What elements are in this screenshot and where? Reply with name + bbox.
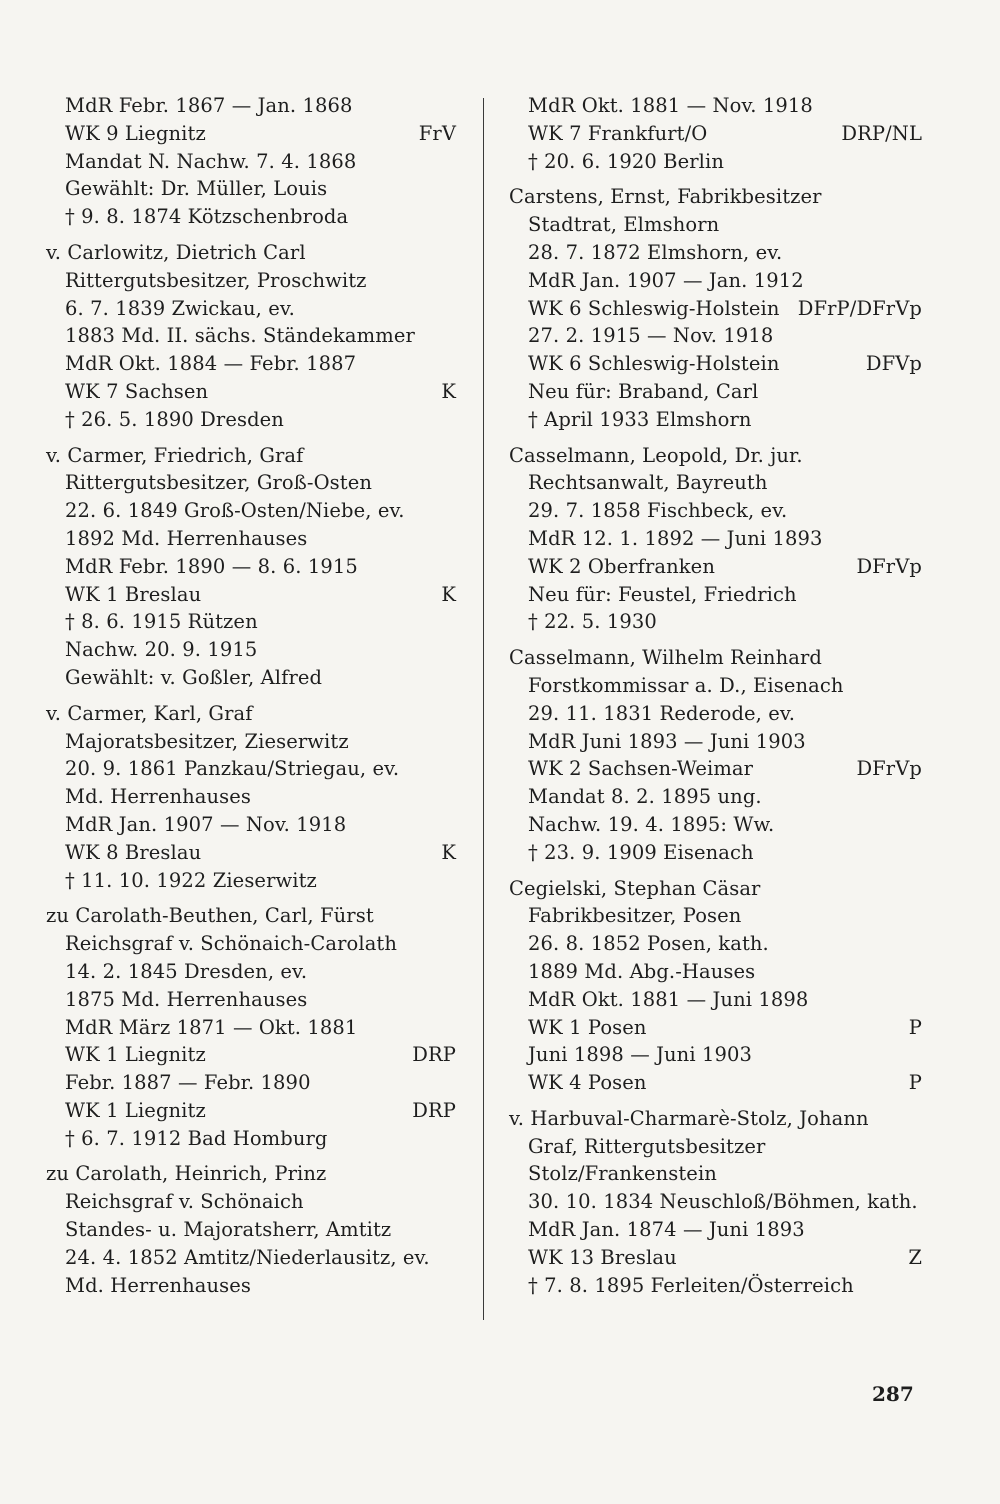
- entry-text: Fabrikbesitzer, Posen: [528, 904, 742, 928]
- entry-text: 26. 8. 1852 Posen, kath.: [528, 932, 769, 956]
- entry-line: [509, 553, 922, 581]
- entry-text: WK 1 Breslau: [65, 582, 202, 606]
- entry-line: [46, 755, 456, 783]
- entry-line: [509, 581, 922, 609]
- entry-line: [509, 148, 922, 176]
- entry-line: [46, 322, 456, 350]
- entry-line: [509, 1188, 922, 1216]
- entry-name: Cegielski, Stephan Cäsar: [509, 876, 761, 900]
- entry-line: [509, 378, 922, 406]
- right-column: [509, 92, 922, 1307]
- entry-text: 1883 Md. II. sächs. Ständekammer: [65, 324, 415, 348]
- entry-line: [46, 1041, 456, 1069]
- party-label: DFVp: [865, 352, 922, 376]
- entry-line: [509, 672, 922, 700]
- page-number: 287: [872, 1382, 914, 1406]
- entry-text: Gewählt: v. Goßler, Alfred: [65, 665, 323, 689]
- entry-text: Forstkommissar a. D., Eisenach: [528, 673, 844, 697]
- entry-text: MdR Jan. 1874 — Juni 1893: [528, 1218, 805, 1242]
- entry-line: [46, 295, 456, 323]
- party-label: DRP: [412, 1043, 456, 1067]
- party-label: P: [908, 1071, 922, 1095]
- entry-text: 28. 7. 1872 Elmshorn, ev.: [528, 240, 783, 264]
- entry-line: [46, 497, 456, 525]
- entry-text: WK 7 Sachsen: [65, 379, 209, 403]
- entry-text: Neu für: Braband, Carl: [528, 379, 759, 403]
- entry-text: Mandat 8. 2. 1895 ung.: [528, 785, 762, 809]
- entry-text: 1889 Md. Abg.-Hauses: [528, 959, 756, 983]
- entry-line: [509, 497, 922, 525]
- biography-entry: [509, 442, 922, 637]
- party-label: P: [908, 1015, 922, 1039]
- biography-entry: [509, 875, 922, 1097]
- entry-line: [509, 728, 922, 756]
- entry-line: [509, 1216, 922, 1244]
- entry-line: [46, 175, 456, 203]
- party-label: FrV: [418, 121, 456, 145]
- biography-entry: [46, 700, 456, 895]
- biography-entry: [46, 92, 456, 231]
- entry-text: † 23. 9. 1909 Eisenach: [528, 840, 754, 864]
- entry-text: † 7. 8. 1895 Ferleiten/Österreich: [528, 1273, 854, 1297]
- entry-line: [46, 1272, 456, 1300]
- biography-entry: [46, 442, 456, 692]
- entry-text: † 9. 8. 1874 Kötzschenbroda: [65, 205, 349, 229]
- entry-line: [46, 930, 456, 958]
- entry-name: v. Carmer, Karl, Graf: [46, 701, 253, 725]
- entry-line: [46, 636, 456, 664]
- entry-line: [46, 406, 456, 434]
- entry-name: Casselmann, Leopold, Dr. jur.: [509, 443, 803, 467]
- entry-text: WK 1 Liegnitz: [65, 1043, 206, 1067]
- biography-entry: [509, 183, 922, 433]
- entry-text: WK 2 Oberfranken: [528, 554, 715, 578]
- entry-text: WK 13 Breslau: [528, 1245, 677, 1269]
- entry-text: WK 8 Breslau: [65, 840, 202, 864]
- entry-line: [46, 267, 456, 295]
- entry-line: [46, 553, 456, 581]
- entry-line: [46, 92, 456, 120]
- entry-line: [46, 350, 456, 378]
- party-label: DRP/NL: [841, 121, 922, 145]
- entry-line: [509, 755, 922, 783]
- entry-line: [509, 211, 922, 239]
- entry-text: † 11. 10. 1922 Zieserwitz: [65, 868, 317, 892]
- entry-name: Casselmann, Wilhelm Reinhard: [509, 646, 822, 670]
- entry-text: † 20. 6. 1920 Berlin: [528, 149, 725, 173]
- entry-line: [509, 1272, 922, 1300]
- entry-text: WK 4 Posen: [528, 1071, 647, 1095]
- entry-line: [46, 581, 456, 609]
- entry-text: 1892 Md. Herrenhauses: [65, 526, 308, 550]
- party-label: K: [441, 840, 456, 864]
- entry-line: [509, 267, 922, 295]
- entry-line: [46, 728, 456, 756]
- entry-name: zu Carolath, Heinrich, Prinz: [46, 1162, 327, 1186]
- entry-text: WK 1 Liegnitz: [65, 1098, 206, 1122]
- entry-text: † 26. 5. 1890 Dresden: [65, 407, 284, 431]
- entry-text: † 8. 6. 1915 Rützen: [65, 610, 258, 634]
- entry-text: 1875 Md. Herrenhauses: [65, 987, 308, 1011]
- entry-line: [509, 120, 922, 148]
- entry-line: [46, 1069, 456, 1097]
- entry-line: [509, 525, 922, 553]
- entry-text: WK 6 Schleswig-Holstein: [528, 352, 780, 376]
- entry-line: [509, 295, 922, 323]
- entry-text: Rechtsanwalt, Bayreuth: [528, 471, 768, 495]
- left-column: [46, 92, 456, 1307]
- entry-text: Md. Herrenhauses: [65, 1273, 252, 1297]
- entry-text: Rittergutsbesitzer, Proschwitz: [65, 268, 367, 292]
- entry-text: MdR Okt. 1881 — Juni 1898: [528, 987, 809, 1011]
- entry-line: [46, 1188, 456, 1216]
- entry-name: v. Carmer, Friedrich, Graf: [46, 443, 304, 467]
- party-label: DFrP/DFrVp: [797, 296, 922, 320]
- entry-line: [509, 1133, 922, 1161]
- party-label: DRP: [412, 1098, 456, 1122]
- biography-entry: [509, 1105, 922, 1300]
- entry-line: [509, 700, 922, 728]
- entry-text: Rittergutsbesitzer, Groß-Osten: [65, 471, 373, 495]
- entry-text: MdR Okt. 1884 — Febr. 1887: [65, 352, 357, 376]
- entry-line: [46, 867, 456, 895]
- entry-name: v. Harbuval-Charmarè-Stolz, Johann: [509, 1106, 869, 1130]
- entry-text: MdR 12. 1. 1892 — Juni 1893: [528, 526, 823, 550]
- entry-text: † 6. 7. 1912 Bad Homburg: [65, 1126, 328, 1150]
- entry-text: MdR Jan. 1907 — Jan. 1912: [528, 268, 804, 292]
- entry-text: Reichsgraf v. Schönaich-Carolath: [65, 932, 398, 956]
- party-label: DFrVp: [856, 554, 922, 578]
- party-label: K: [441, 379, 456, 403]
- entry-line: [46, 1244, 456, 1272]
- entry-name: zu Carolath-Beuthen, Carl, Fürst: [46, 904, 374, 928]
- entry-text: 14. 2. 1845 Dresden, ev.: [65, 959, 308, 983]
- entry-line: [509, 469, 922, 497]
- entry-text: Juni 1898 — Juni 1903: [528, 1043, 752, 1067]
- entry-line: [509, 350, 922, 378]
- entry-line: [509, 92, 922, 120]
- entry-text: MdR Juni 1893 — Juni 1903: [528, 729, 806, 753]
- entry-text: Nachw. 19. 4. 1895: Ww.: [528, 812, 775, 836]
- entry-text: MdR Febr. 1890 — 8. 6. 1915: [65, 554, 358, 578]
- entry-text: Mandat N. Nachw. 7. 4. 1868: [65, 149, 357, 173]
- entry-line: [46, 986, 456, 1014]
- entry-text: WK 9 Liegnitz: [65, 121, 206, 145]
- entry-text: Graf, Rittergutsbesitzer: [528, 1134, 766, 1158]
- entry-line: [509, 1069, 922, 1097]
- party-label: Z: [908, 1245, 922, 1269]
- entry-text: Standes- u. Majoratsherr, Amtitz: [65, 1218, 392, 1242]
- entry-text: 29. 7. 1858 Fischbeck, ev.: [528, 499, 788, 523]
- entry-text: Stolz/Frankenstein: [528, 1162, 717, 1186]
- entry-text: Neu für: Feustel, Friedrich: [528, 582, 797, 606]
- entry-line: [46, 608, 456, 636]
- column-divider: [483, 98, 484, 1320]
- biography-entry: [509, 644, 922, 866]
- biography-entry: [46, 1160, 456, 1299]
- biography-entry: [46, 902, 456, 1152]
- party-label: K: [441, 582, 456, 606]
- biography-entry: [46, 239, 456, 434]
- entry-text: MdR Jan. 1907 — Nov. 1918: [65, 812, 347, 836]
- entry-line: [46, 958, 456, 986]
- entry-line: [46, 203, 456, 231]
- entry-line: [509, 930, 922, 958]
- entry-line: [46, 469, 456, 497]
- entry-text: WK 6 Schleswig-Holstein: [528, 296, 780, 320]
- entry-line: [46, 839, 456, 867]
- entry-text: 6. 7. 1839 Zwickau, ev.: [65, 296, 295, 320]
- entry-line: [509, 839, 922, 867]
- entry-line: [46, 783, 456, 811]
- entry-text: Febr. 1887 — Febr. 1890: [65, 1071, 311, 1095]
- entry-text: MdR Febr. 1867 — Jan. 1868: [65, 94, 353, 117]
- entry-line: [509, 783, 922, 811]
- entry-text: 30. 10. 1834 Neuschloß/Böhmen, kath.: [528, 1190, 918, 1214]
- entry-text: MdR Okt. 1881 — Nov. 1918: [528, 94, 813, 117]
- entry-text: 20. 9. 1861 Panzkau/Striegau, ev.: [65, 757, 400, 781]
- entry-text: Reichsgraf v. Schönaich: [65, 1190, 304, 1214]
- entry-text: WK 1 Posen: [528, 1015, 647, 1039]
- entry-line: [509, 1244, 922, 1272]
- entry-line: [509, 986, 922, 1014]
- entry-name: Carstens, Ernst, Fabrikbesitzer: [509, 185, 822, 209]
- entry-text: Md. Herrenhauses: [65, 785, 252, 809]
- biography-entry: [509, 92, 922, 175]
- entry-line: [509, 239, 922, 267]
- entry-line: [509, 902, 922, 930]
- entry-text: Gewählt: Dr. Müller, Louis: [65, 177, 328, 201]
- entry-text: WK 7 Frankfurt/O: [528, 121, 708, 145]
- entry-line: [509, 406, 922, 434]
- entry-text: 24. 4. 1852 Amtitz/Niederlausitz, ev.: [65, 1245, 430, 1269]
- entry-text: Nachw. 20. 9. 1915: [65, 638, 258, 662]
- entry-line: [509, 608, 922, 636]
- entry-line: [46, 148, 456, 176]
- entry-text: † 22. 5. 1930: [528, 610, 657, 634]
- entry-line: [46, 378, 456, 406]
- entry-line: [509, 958, 922, 986]
- entry-line: [46, 664, 456, 692]
- entry-line: [509, 1160, 922, 1188]
- entry-line: [46, 525, 456, 553]
- entry-line: [46, 811, 456, 839]
- entry-name: v. Carlowitz, Dietrich Carl: [46, 240, 306, 264]
- party-label: DFrVp: [856, 757, 922, 781]
- entry-text: † April 1933 Elmshorn: [528, 407, 752, 431]
- entry-text: MdR März 1871 — Okt. 1881: [65, 1015, 358, 1039]
- entry-text: Stadtrat, Elmshorn: [528, 213, 720, 237]
- entry-line: [509, 811, 922, 839]
- entry-text: 22. 6. 1849 Groß-Osten/Niebe, ev.: [65, 499, 405, 523]
- entry-line: [509, 322, 922, 350]
- entry-line: [509, 1041, 922, 1069]
- entry-text: Majoratsbesitzer, Zieserwitz: [65, 729, 349, 753]
- entry-line: [46, 1125, 456, 1153]
- entry-line: [509, 1014, 922, 1042]
- entry-text: 27. 2. 1915 — Nov. 1918: [528, 324, 774, 348]
- entry-text: 29. 11. 1831 Rederode, ev.: [528, 701, 796, 725]
- entry-text: WK 2 Sachsen-Weimar: [528, 757, 754, 781]
- entry-line: [46, 120, 456, 148]
- entry-line: [46, 1097, 456, 1125]
- entry-line: [46, 1216, 456, 1244]
- entry-line: [46, 1014, 456, 1042]
